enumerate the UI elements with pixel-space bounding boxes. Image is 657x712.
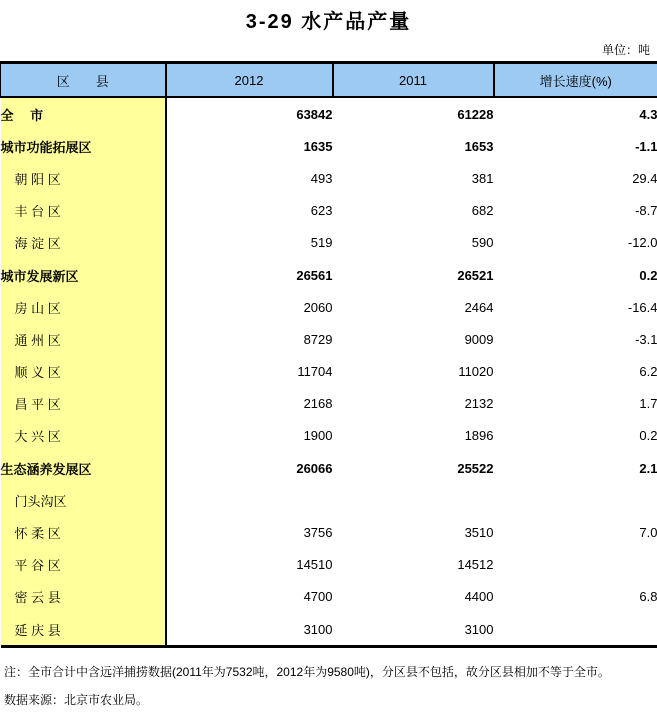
value-2011: 1653	[464, 138, 494, 154]
value-growth: 6.8	[639, 589, 657, 605]
value-growth: 2.1	[639, 460, 657, 476]
value-2011: 3510	[464, 525, 494, 541]
column-header-growth: 增长速度(%)	[494, 63, 657, 98]
column-header-2011: 2011	[333, 63, 494, 98]
value-growth: 29.4	[632, 170, 657, 186]
column-header-2012: 2012	[166, 63, 333, 98]
row-label-district: 延 庆 县	[1, 613, 166, 647]
column-header-district: 区 县	[1, 63, 166, 98]
table-row	[1, 452, 657, 484]
value-2011: 3100	[333, 613, 494, 647]
value-2011: 1896	[464, 428, 494, 444]
value-2012: 8729	[303, 331, 333, 347]
value-growth	[494, 613, 657, 647]
table-row	[1, 549, 657, 581]
value-2011: 682	[471, 203, 494, 219]
value-2012: 63842	[296, 106, 333, 122]
row-label-district: 怀 柔 区	[1, 516, 166, 548]
row-label-district: 平 谷 区	[1, 549, 166, 581]
value-growth: -8.7	[635, 203, 657, 219]
table-row	[1, 516, 657, 548]
row-label-district: 城市发展新区	[1, 259, 166, 291]
table-body	[1, 97, 657, 647]
aquatic-output-table	[0, 61, 657, 648]
value-2011: 2132	[464, 396, 494, 412]
value-2011	[333, 484, 494, 516]
row-label-district: 城市功能拓展区	[1, 130, 166, 162]
value-growth: -12.0	[627, 235, 657, 251]
value-growth	[494, 484, 657, 516]
value-growth: 0.2	[639, 428, 657, 444]
table-header-row	[1, 63, 657, 98]
value-growth: 1.7	[639, 396, 657, 412]
value-2012: 3756	[303, 525, 333, 541]
table-row	[1, 195, 657, 227]
value-2011: 11020	[458, 364, 494, 380]
value-2012: 1635	[303, 138, 333, 154]
table-row	[1, 259, 657, 291]
value-2012: 2168	[303, 396, 333, 412]
value-2012: 493	[310, 170, 333, 186]
table-row	[1, 130, 657, 162]
table-row	[1, 97, 657, 130]
row-label-district: 生态涵养发展区	[1, 452, 166, 484]
value-2011: 4400	[464, 589, 494, 605]
value-2012: 623	[310, 203, 333, 219]
value-growth: 0.2	[639, 267, 657, 283]
table-row	[1, 484, 657, 516]
value-2012: 2060	[303, 299, 333, 315]
table-row	[1, 388, 657, 420]
row-label-district: 朝 阳 区	[1, 162, 166, 194]
value-2012: 26561	[296, 267, 333, 283]
value-2011: 14512	[457, 557, 494, 573]
page-title: 3-29 水产品产量	[245, 11, 412, 33]
table-row	[1, 162, 657, 194]
value-2012	[166, 484, 333, 516]
row-label-district: 密 云 县	[1, 581, 166, 613]
table-row	[1, 323, 657, 355]
unit-label: 单位：吨	[601, 43, 650, 57]
row-label-district: 全 市	[1, 97, 166, 130]
value-2012: 4700	[303, 589, 333, 605]
row-label-district: 丰 台 区	[1, 195, 166, 227]
value-2012: 1900	[303, 428, 333, 444]
value-2011: 381	[471, 170, 494, 186]
footnote: 注：全市合计中含远洋捕捞数据(2011年为7532吨，2012年为9580吨)，分区县不包括，故分区县相加不等于全市。	[4, 665, 610, 679]
value-2011: 61228	[457, 106, 494, 122]
value-2012: 519	[310, 235, 333, 251]
value-growth	[494, 549, 657, 581]
table-row	[1, 581, 657, 613]
table-row	[1, 227, 657, 259]
value-growth: -3.1	[635, 331, 657, 347]
value-2011: 2464	[464, 299, 494, 315]
row-label-district: 通 州 区	[1, 323, 166, 355]
value-growth: 6.2	[639, 364, 657, 380]
value-growth: -1.1	[635, 138, 657, 154]
value-2011: 26521	[457, 267, 494, 283]
row-label-district: 海 淀 区	[1, 227, 166, 259]
data-source-note: 数据来源：北京市农业局。	[4, 693, 149, 707]
value-2011: 9009	[464, 331, 494, 347]
value-2012: 14510	[296, 557, 333, 573]
table-row	[1, 291, 657, 323]
value-2012: 3100	[166, 613, 333, 647]
row-label-district: 昌 平 区	[1, 388, 166, 420]
table-row	[1, 613, 657, 647]
row-label-district: 门头沟区	[1, 484, 166, 516]
table-row	[1, 420, 657, 452]
value-2012: 11704	[297, 364, 333, 380]
value-2011: 25522	[457, 460, 494, 476]
row-label-district: 顺 义 区	[1, 356, 166, 388]
value-2011: 590	[471, 235, 494, 251]
table-row	[1, 356, 657, 388]
table-header	[1, 63, 657, 98]
value-growth: -16.4	[627, 299, 657, 315]
row-label-district: 大 兴 区	[1, 420, 166, 452]
value-growth: 7.0	[639, 525, 657, 541]
value-growth: 4.3	[639, 106, 657, 122]
value-2012: 26066	[296, 460, 333, 476]
row-label-district: 房 山 区	[1, 291, 166, 323]
